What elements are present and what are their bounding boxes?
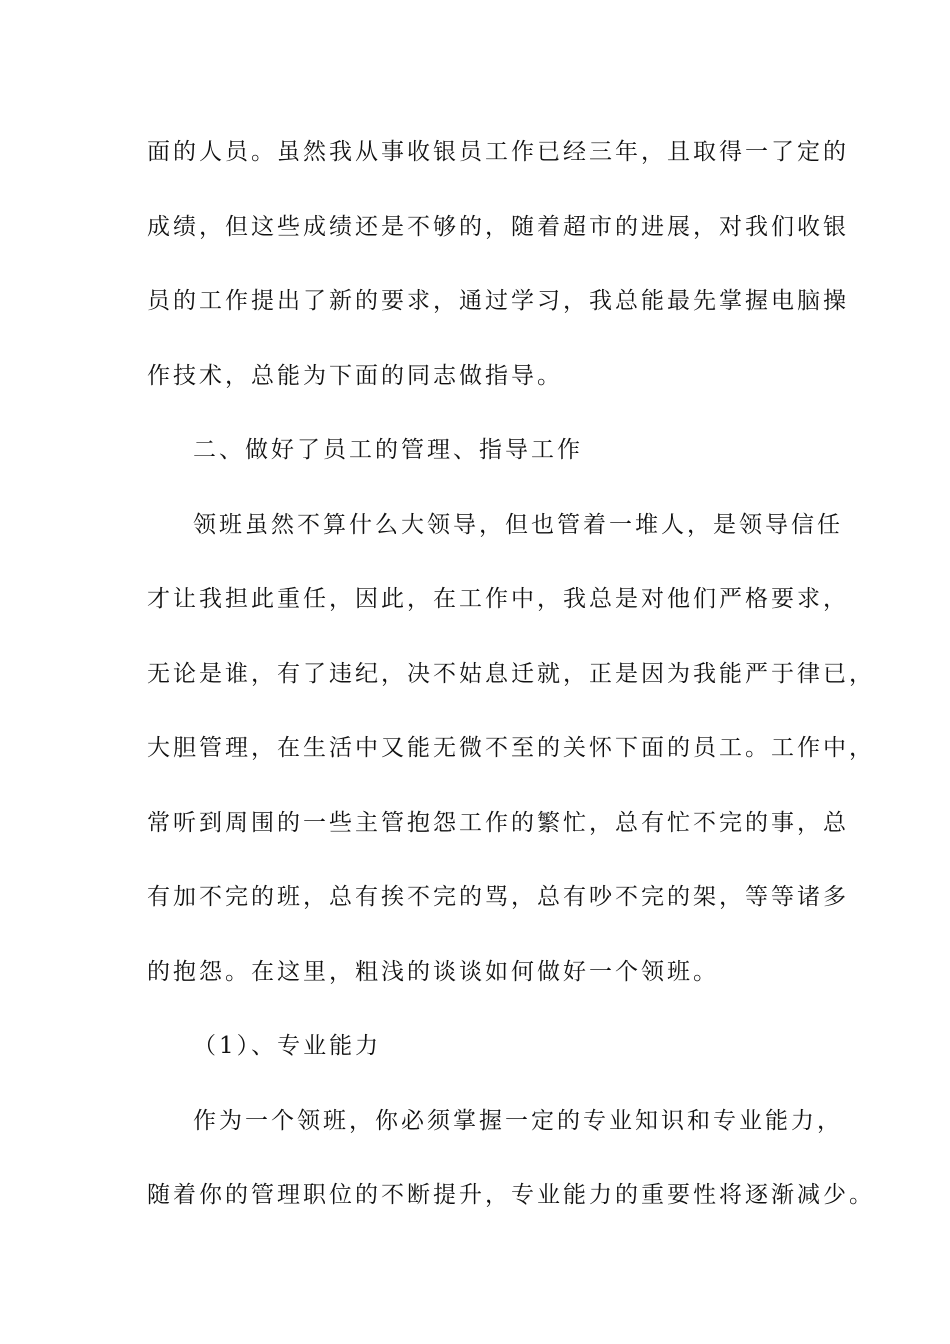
paragraph-line: 无论是谁，有了违纪，决不姑息迁就，正是因为我能严于律已， xyxy=(147,660,875,687)
paragraph-line: 有加不完的班，总有挨不完的骂，总有吵不完的架，等等诸多 xyxy=(147,884,849,910)
paragraph-line: 常听到周围的一些主管抱怨工作的繁忙，总有忙不完的事，总 xyxy=(147,809,849,836)
paragraph-line: 领班虽然不算什么大领导，但也管着一堆人，是领导信任 xyxy=(193,511,843,538)
paragraph-line: 作技术，总能为下面的同志做指导。 xyxy=(147,362,563,389)
paragraph-line: 面的人员。虽然我从事收银员工作已经三年，且取得一了定的 xyxy=(147,139,849,165)
paragraph-line: 随着你的管理职位的不断提升，专业能力的重要性将逐渐减少。 xyxy=(147,1182,875,1208)
paragraph-line: 的抱怨。在这里，粗浅的谈谈如何做好一个领班。 xyxy=(147,958,719,985)
paragraph-line: 员的工作提出了新的要求，通过学习，我总能最先掌握电脑操 xyxy=(147,288,849,314)
paragraph-line: 才让我担此重任，因此，在工作中，我总是对他们严格要求， xyxy=(147,586,849,612)
subsection-heading: （1）、专业能力 xyxy=(193,1033,382,1059)
paragraph-line: 作为一个领班，你必须掌握一定的专业知识和专业能力， xyxy=(193,1107,843,1134)
section-heading: 二、做好了员工的管理、指导工作 xyxy=(193,437,583,463)
paragraph-line: 大胆管理，在生活中又能无微不至的关怀下面的员工。工作中， xyxy=(147,735,875,761)
document-body xyxy=(147,128,875,1246)
paragraph-line: 成绩，但这些成绩还是不够的，随着超市的进展，对我们收银 xyxy=(147,213,849,240)
